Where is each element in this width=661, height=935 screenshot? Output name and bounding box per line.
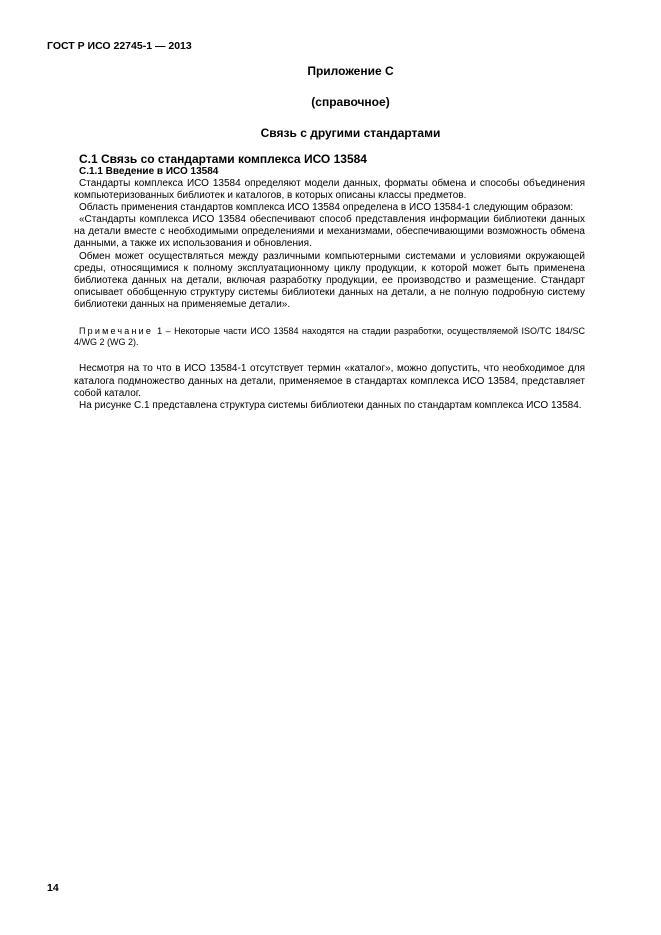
paragraph: Несмотря на то что в ИСО 13584-1 отсутствует термин «каталог», можно допустить, что необходимое для каталога подмножество данных на детали, применяемое в стандартах комплекса ИСО 13584, представляет собой каталог. [74,363,585,399]
page-header: ГОСТ Р ИСО 22745-1 — 2013 [47,40,192,52]
subsection-title: С.1.1 Введение в ИСО 13584 [79,166,219,177]
note-label: Примечание [79,326,154,337]
document-body [74,152,585,412]
spacer [79,348,585,363]
section-title: С.1 Связь со стандартами комплекса ИСО 13584 [79,152,367,166]
page-number: 14 [47,882,59,894]
note-text: 1 – Некоторые части ИСО 13584 находятся на стадии разработки, осуществляемой ISO/TC 184/SC 4/WG 2 (WG 2). [74,326,585,348]
note [74,326,585,348]
paragraph: «Стандарты комплекса ИСО 13584 обеспечивают способ представления информации библиотеки данных на детали вместе с необходимыми определениями и механизмами, обеспечивающими возможность обмена данными, а также их использования и обновления. [74,214,585,250]
appendix-heading: Связь с другими стандартами [260,126,441,140]
appendix-subtitle: (справочное) [311,95,390,109]
paragraph: Область применения стандартов комплекса ИСО 13584 определена в ИСО 13584-1 следующим образом: [79,202,574,214]
appendix-title: Приложение С [307,64,394,78]
paragraph: На рисунке С.1 представлена структура системы библиотеки данных по стандартам комплекса ИСО 13584. [79,399,582,411]
paragraph: Обмен может осуществляться между различными компьютерными системами и условиями окружающей среды, относящимися к полному эксплуатационному циклу продукции, к которой может быть применена библиотека данных на детали, включая разработку продукции, ее производство и размещение. Стандарт описывает обобщенную структуру системы библиотеки данных на детали, а не полную подробную систему библиотеки данных на применяемые детали». [74,250,585,310]
paragraph: Стандарты комплекса ИСО 13584 определяют модели данных, форматы обмена и способы объединения компьютеризованных библиотек и каталогов, в которых описаны классы предметов. [74,178,585,202]
